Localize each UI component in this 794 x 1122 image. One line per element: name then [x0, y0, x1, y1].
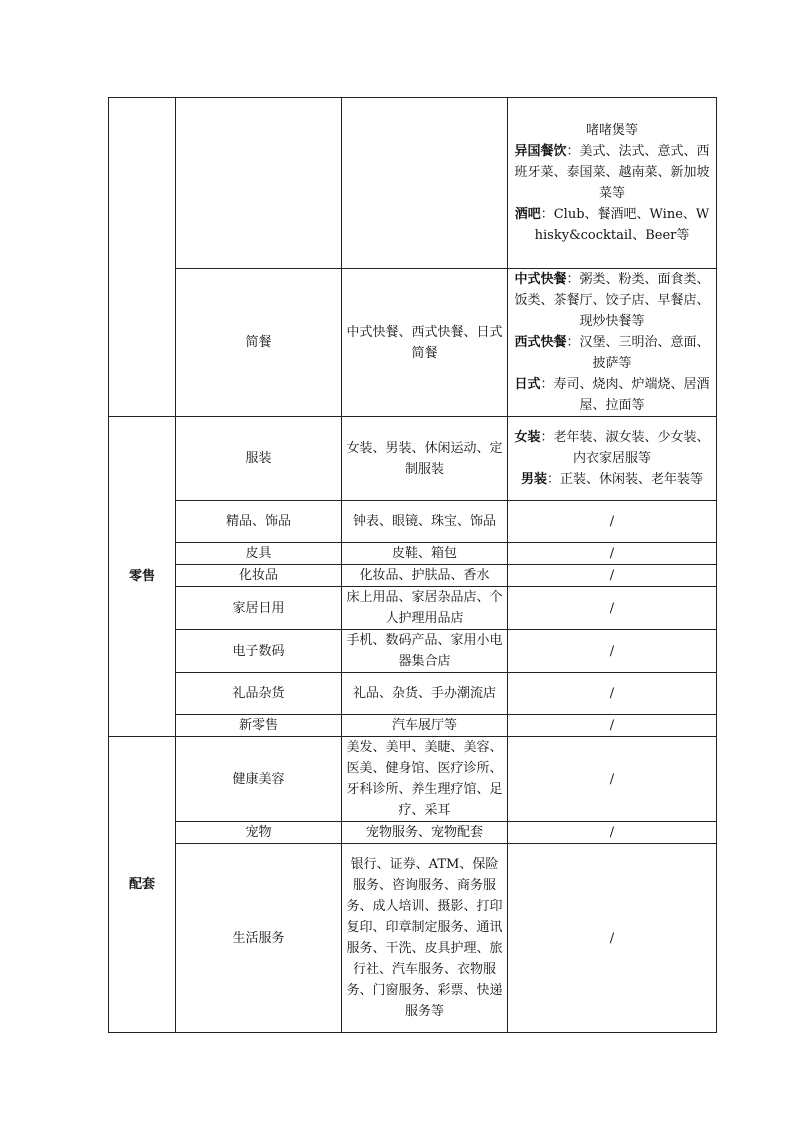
notes-text: ：正装、休闲装、老年装等: [547, 472, 704, 487]
notes-cell: /: [508, 630, 717, 673]
notes-cell: [508, 269, 717, 417]
content-cell: 钟表、眼镜、珠宝、饰品: [342, 501, 508, 543]
notes-continuation: 啫啫煲等: [585, 123, 638, 138]
content-cell: 中式快餐、西式快餐、日式简餐: [342, 269, 508, 417]
content-cell: 礼品、杂货、手办潮流店: [342, 673, 508, 715]
type-cell: 精品、饰品: [176, 501, 342, 543]
notes-text: ：汉堡、三明治、意面、披萨等: [566, 335, 710, 371]
notes-label: 男装: [520, 472, 547, 487]
category-cell-retail: 零售: [109, 417, 176, 737]
notes-label: 女装: [514, 430, 541, 445]
type-cell: 皮具: [176, 543, 342, 565]
table-row: [109, 822, 717, 844]
table-row: [109, 98, 717, 269]
content-cell: 女装、男装、休闲运动、定制服装: [342, 417, 508, 501]
content-cell: 宠物服务、宠物配套: [342, 822, 508, 844]
notes-cell: /: [508, 715, 717, 737]
category-cell-dining: [109, 98, 176, 417]
table-row: [109, 543, 717, 565]
type-cell: 宠物: [176, 822, 342, 844]
type-cell: 服装: [176, 417, 342, 501]
content-cell: 化妆品、护肤品、香水: [342, 565, 508, 587]
type-cell: 健康美容: [176, 737, 342, 822]
notes-cell: /: [508, 673, 717, 715]
notes-cell: /: [508, 501, 717, 543]
content-cell: 皮鞋、箱包: [342, 543, 508, 565]
type-cell: 礼品杂货: [176, 673, 342, 715]
type-cell: 生活服务: [176, 844, 342, 1033]
type-cell: [176, 98, 342, 269]
notes-text: ：Club、餐酒吧、Wine、Whisky&cocktail、Beer等: [534, 207, 710, 243]
content-cell: 床上用品、家居杂品店、个人护理用品店: [342, 587, 508, 630]
content-cell: [342, 98, 508, 269]
notes-chinese-fast-food: [512, 269, 712, 332]
notes-western-fast-food: [512, 332, 712, 374]
notes-text: ：美式、法式、意式、西班牙菜、泰国菜、越南菜、新加坡菜等: [514, 144, 710, 201]
content-cell: 手机、数码产品、家用小电器集合店: [342, 630, 508, 673]
notes-women: [512, 427, 712, 469]
table-row: [109, 844, 717, 1033]
notes-text: ：粥类、粉类、面食类、饭类、茶餐厅、饺子店、早餐店、现炒快餐等: [514, 272, 710, 329]
notes-text: ：寿司、烧肉、炉端烧、居酒屋、拉面等: [540, 377, 710, 413]
table-row: [109, 269, 717, 417]
type-cell: 电子数码: [176, 630, 342, 673]
type-cell: 化妆品: [176, 565, 342, 587]
notes-cell: /: [508, 565, 717, 587]
content-cell: 银行、证券、ATM、保险服务、咨询服务、商务服务、成人培训、摄影、打印复印、印章制定服务、通讯服务、干洗、皮具护理、旅行社、汽车服务、衣物服务、门窗服务、彩票、快递服务等: [342, 844, 508, 1033]
notes-label: 酒吧: [514, 207, 541, 222]
type-cell: 家居日用: [176, 587, 342, 630]
notes-label: 西式快餐: [514, 335, 567, 350]
table-row: [109, 737, 717, 822]
notes-cell: /: [508, 543, 717, 565]
notes-label: 日式: [514, 377, 541, 392]
table-row: [109, 673, 717, 715]
table-row: [109, 565, 717, 587]
notes-label: 异国餐饮: [514, 144, 567, 159]
notes-bar: [512, 204, 712, 246]
notes-cell: [508, 417, 717, 501]
table-row: [109, 417, 717, 501]
notes-cell: /: [508, 587, 717, 630]
notes-japanese: [512, 374, 712, 416]
type-cell: 新零售: [176, 715, 342, 737]
notes-cell: /: [508, 844, 717, 1033]
type-cell: 简餐: [176, 269, 342, 417]
table-row: [109, 501, 717, 543]
table-row: [109, 715, 717, 737]
notes-text: ：老年装、淑女装、少女装、内衣家居服等: [540, 430, 710, 466]
content-cell: 汽车展厅等: [342, 715, 508, 737]
notes-men: [512, 469, 712, 490]
category-cell-supporting: 配套: [109, 737, 176, 1033]
notes-label: 中式快餐: [514, 272, 567, 287]
notes-cell: /: [508, 822, 717, 844]
business-format-table: [108, 97, 717, 1033]
notes-cell: /: [508, 737, 717, 822]
table-row: [109, 587, 717, 630]
notes-cell: [508, 98, 717, 269]
table-row: [109, 630, 717, 673]
notes-foreign-dining: [512, 141, 712, 204]
content-cell: 美发、美甲、美睫、美容、医美、健身馆、医疗诊所、牙科诊所、养生理疗馆、足疗、采耳: [342, 737, 508, 822]
